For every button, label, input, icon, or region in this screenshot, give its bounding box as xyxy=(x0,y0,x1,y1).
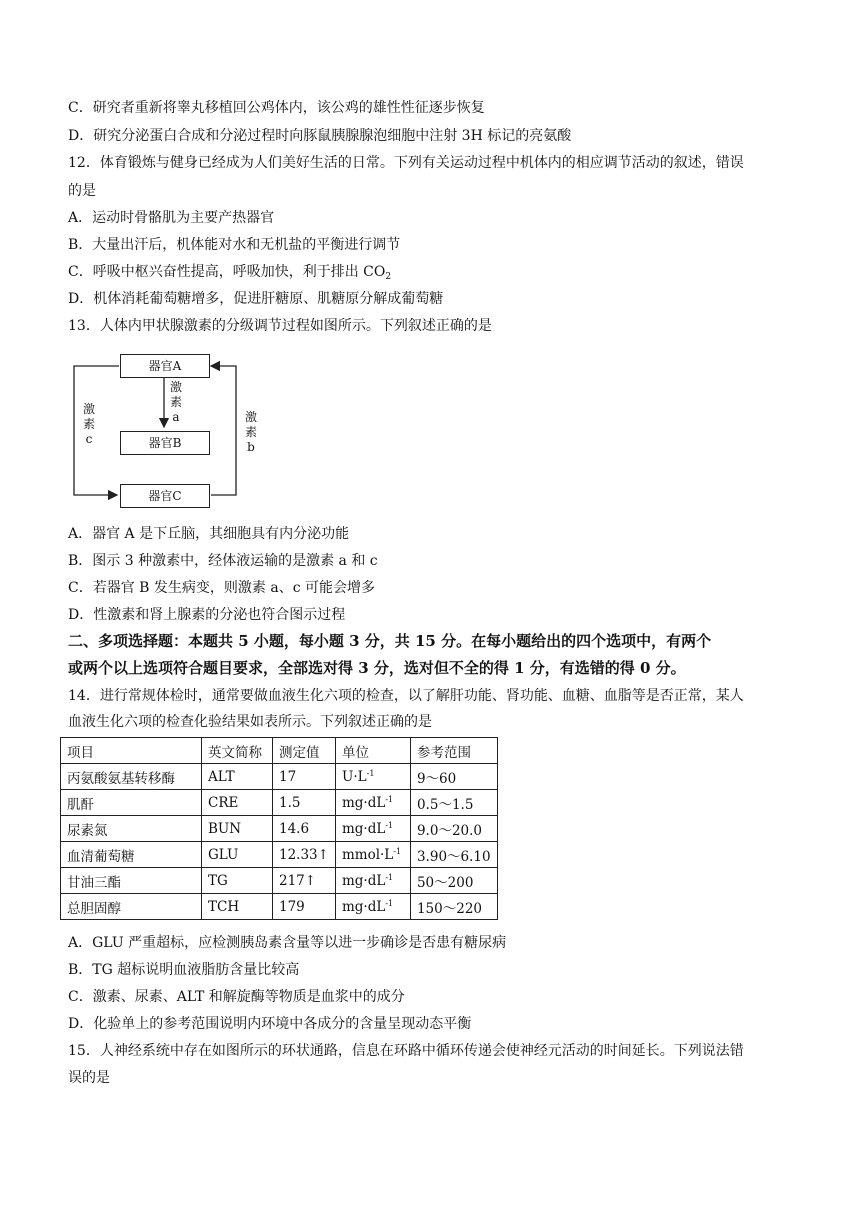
organ-c-box: 器官C xyxy=(120,484,210,508)
cell-value: 12.33↑ xyxy=(273,842,336,868)
table-row xyxy=(61,894,498,920)
unit-exponent: -1 xyxy=(393,846,402,856)
hormone-b-label xyxy=(244,410,258,455)
cell-abbr: TG xyxy=(202,868,273,894)
cell-unit xyxy=(335,764,410,790)
hormone-a-char3: a xyxy=(172,410,180,424)
table-row xyxy=(61,790,498,816)
cell-item: 尿素氮 xyxy=(61,816,202,842)
unit-base: U·L xyxy=(341,768,367,785)
cell-abbr: CRE xyxy=(202,790,273,816)
hormone-regulation-diagram xyxy=(68,348,257,518)
q11-option-d: D．研究分泌蛋白合成和分泌过程时向豚鼠胰腺腺泡细胞中注射 3H 标记的亮氨酸 xyxy=(68,128,572,144)
table-header-row xyxy=(61,738,498,764)
cell-value: 17 xyxy=(273,764,336,790)
cell-abbr: GLU xyxy=(202,842,273,868)
unit-base: mg·dL xyxy=(341,898,386,915)
cell-unit xyxy=(335,790,410,816)
header-unit: 单位 xyxy=(335,738,410,764)
cell-item: 甘油三酯 xyxy=(61,868,202,894)
hormone-a-label xyxy=(169,380,183,425)
q11-option-c: C．研究者重新将睾丸移植回公鸡体内，该公鸡的雄性性征逐步恢复 xyxy=(68,100,485,116)
q14-stem-line2: 血液生化六项的检查化验结果如表所示。下列叙述正确的是 xyxy=(68,714,432,730)
header-abbr: 英文简称 xyxy=(202,738,273,764)
q14-option-b: B．TG 超标说明血液脂肪含量比较高 xyxy=(68,962,300,978)
unit-exponent: -1 xyxy=(385,872,394,882)
q12-option-b: B．大量出汗后，机体能对水和无机盐的平衡进行调节 xyxy=(68,237,401,253)
q13-option-a: A．器官 A 是下丘脑，其细胞具有内分泌功能 xyxy=(68,526,350,542)
q13-stem: 13．人体内甲状腺激素的分级调节过程如图所示。下列叙述正确的是 xyxy=(68,318,492,334)
cell-value: 1.5 xyxy=(273,790,336,816)
table-row xyxy=(61,764,498,790)
table-row xyxy=(61,842,498,868)
header-value: 测定值 xyxy=(273,738,336,764)
hormone-c-char3: c xyxy=(85,432,93,446)
unit-exponent: -1 xyxy=(385,820,394,830)
cell-abbr: BUN xyxy=(202,816,273,842)
cell-range: 9.0～20.0 xyxy=(410,816,497,842)
hormone-c-char1: 激 xyxy=(82,402,95,416)
arrow-c-to-a xyxy=(211,366,236,495)
q14-option-d: D．化验单上的参考范围说明内环境中各成分的含量呈现动态平衡 xyxy=(68,1016,472,1032)
table-row xyxy=(61,816,498,842)
q12-option-c-text: C．呼吸中枢兴奋性提高，呼吸加快，利于排出 CO xyxy=(68,264,386,280)
cell-value: 14.6 xyxy=(273,816,336,842)
hormone-b-char3: b xyxy=(247,440,255,454)
cell-abbr: ALT xyxy=(202,764,273,790)
q15-stem-line1: 15．人神经系统中存在如图所示的环状通路，信息在环路中循环传递会使神经元活动的时间延长。下列说法错 xyxy=(68,1043,744,1059)
hormone-b-char2: 素 xyxy=(244,425,257,439)
hormone-a-char2: 素 xyxy=(169,395,182,409)
q12-stem-line1: 12．体育锻炼与健身已经成为人们美好生活的日常。下列有关运动过程中机体内的相应调节活动的叙述，错误 xyxy=(68,155,744,171)
hormone-b-char1: 激 xyxy=(244,410,257,424)
header-range: 参考范围 xyxy=(410,738,497,764)
cell-value: 179 xyxy=(273,894,336,920)
q14-option-a: A．GLU 严重超标，应检测胰岛素含量等以进一步确诊是否患有糖尿病 xyxy=(68,935,507,951)
cell-item: 总胆固醇 xyxy=(61,894,202,920)
cell-range: 0.5～1.5 xyxy=(410,790,497,816)
q12-option-c xyxy=(68,262,391,287)
blood-test-table xyxy=(60,737,498,920)
unit-base: mg·dL xyxy=(341,794,386,811)
q14-stem-line1: 14．进行常规体检时，通常要做血液生化六项的检查，以了解肝功能、肾功能、血糖、血脂等是否正常，某人 xyxy=(68,688,744,704)
organ-a-box: 器官A xyxy=(120,354,210,378)
q14-option-c: C．激素、尿素、ALT 和解旋酶等物质是血浆中的成分 xyxy=(68,989,405,1005)
unit-exponent: -1 xyxy=(385,898,394,908)
hormone-c-label xyxy=(82,402,96,447)
cell-unit xyxy=(335,842,410,868)
unit-exponent: -1 xyxy=(366,768,375,778)
section2-heading-line2: 或两个以上选项符合题目要求，全部选对得 3 分，选对但不全的得 1 分，有选错的得 0 分。 xyxy=(68,659,686,677)
cell-item: 血清葡萄糖 xyxy=(61,842,202,868)
cell-abbr: TCH xyxy=(202,894,273,920)
header-item: 项目 xyxy=(61,738,202,764)
q12-option-c-subscript: 2 xyxy=(385,272,392,282)
q15-stem-line2: 误的是 xyxy=(68,1070,110,1086)
cell-range: 50～200 xyxy=(410,868,497,894)
q13-option-c: C．若器官 B 发生病变，则激素 a、c 可能会增多 xyxy=(68,580,375,596)
q12-stem-line2: 的是 xyxy=(68,183,96,199)
cell-item: 丙氨酸氨基转移酶 xyxy=(61,764,202,790)
unit-base: mmol·L xyxy=(341,846,394,863)
unit-base: mg·dL xyxy=(341,872,386,889)
hormone-c-char2: 素 xyxy=(82,417,95,431)
cell-unit xyxy=(335,868,410,894)
unit-exponent: -1 xyxy=(385,794,394,804)
q12-option-d: D．机体消耗葡萄糖增多，促进肝糖原、肌糖原分解成葡萄糖 xyxy=(68,291,444,307)
cell-range: 150～220 xyxy=(410,894,497,920)
cell-value: 217↑ xyxy=(273,868,336,894)
section2-heading-line1: 二、多项选择题：本题共 5 小题，每小题 3 分，共 15 分。在每小题给出的四个选项中，有两个 xyxy=(68,632,712,650)
cell-item: 肌酐 xyxy=(61,790,202,816)
unit-base: mg·dL xyxy=(341,820,386,837)
cell-range: 9～60 xyxy=(410,764,497,790)
arrow-a-to-c xyxy=(74,366,119,495)
organ-b-box: 器官B xyxy=(120,431,210,455)
q13-option-d: D．性激素和肾上腺素的分泌也符合图示过程 xyxy=(68,607,346,623)
q13-option-b: B．图示 3 种激素中，经体液运输的是激素 a 和 c xyxy=(68,553,378,569)
table-row xyxy=(61,868,498,894)
cell-unit xyxy=(335,894,410,920)
hormone-a-char1: 激 xyxy=(169,380,182,394)
cell-unit xyxy=(335,816,410,842)
cell-range: 3.90～6.10 xyxy=(410,842,497,868)
q12-option-a: A．运动时骨骼肌为主要产热器官 xyxy=(68,210,275,226)
